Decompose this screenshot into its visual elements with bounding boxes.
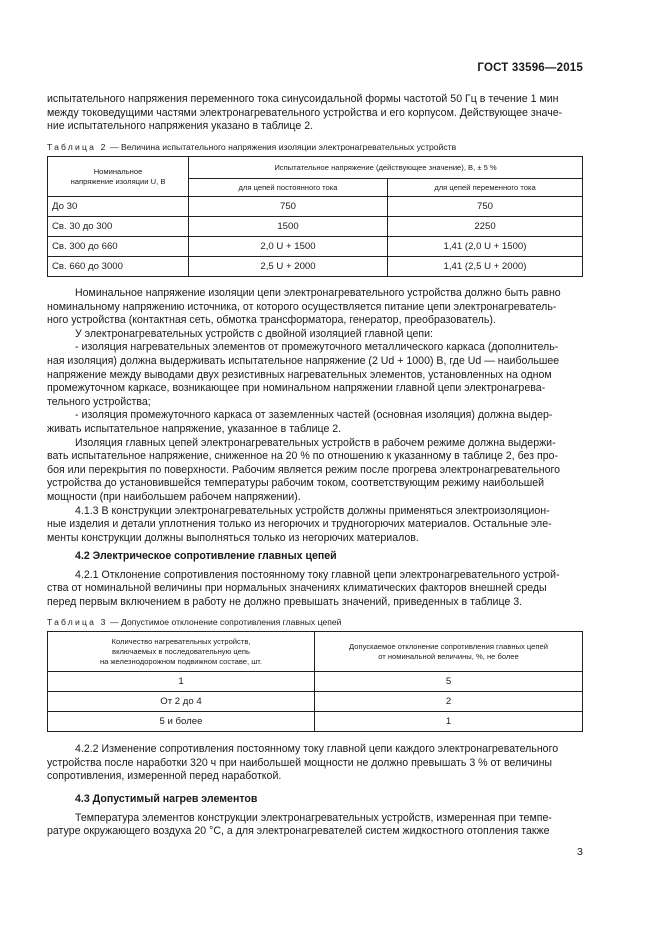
table-cell: 1 [48, 672, 315, 692]
text-line: номинальному напряжению источника, от которого осуществляется питание цепи электронагреватель- [47, 300, 557, 313]
table-cell: 1 [315, 712, 583, 732]
table2-caption-label: Таблица 2 [47, 142, 108, 152]
table-cell: 750 [189, 197, 388, 217]
text-line: перед первым включением в работу не должно превышать значений, приведенных в таблице 3. [47, 595, 523, 608]
text-line: между токоведущими частями электронагревательного устройства и его корпусом. Действующее значе- [47, 106, 563, 119]
header-line: напряжение изоляции U, В [70, 176, 166, 186]
table-cell: 2 [315, 692, 583, 712]
text-line: 4.2.2 Изменение сопротивления постоянному току главной цепи каждого электронагревательного [75, 743, 559, 755]
section-4-2 [47, 550, 583, 609]
table-cell: 5 [315, 672, 583, 692]
text-line: 4.2.1 Отклонение сопротивления постоянному току главной цепи электронагревательного устрой- [75, 568, 560, 581]
text-line: ства от номинальной величины при нормальных значениях климатических факторов внешней среды [47, 582, 547, 595]
header-line: Номинальное [93, 166, 143, 176]
table3-caption-label: Таблица 3 [47, 617, 108, 627]
text-line: ные изделия и детали уплотнения только из негорючих и трудногорючих материалов. Остальные эле- [47, 518, 552, 531]
table3 [47, 631, 583, 732]
table3-header-row [48, 632, 583, 672]
section-title: 4.2 Электрическое сопротивление главных цепей [75, 550, 337, 562]
page-number: 3 [577, 846, 583, 858]
body-text-2 [47, 743, 583, 784]
table-cell: 1,41 (2,5 U + 2000) [388, 257, 583, 277]
text-line: Номинальное напряжение изоляции цепи электронагревательного устройства должно быть равно [75, 287, 561, 299]
text-line: сопротивления, измеренной перед наработкой. [47, 770, 282, 783]
table-row [48, 692, 583, 712]
table-cell: 1,41 (2,0 U + 1500) [388, 237, 583, 257]
table3-caption [47, 617, 341, 627]
header-line: на железнодорожном подвижном составе, шт. [99, 656, 263, 666]
table-row [48, 237, 583, 257]
table2-col1-header [48, 157, 189, 197]
text-line: живать испытательное напряжение, указанное в таблице 2. [47, 422, 342, 435]
text-line: - изоляция нагревательных элементов от промежуточного металлического каркаса (дополнитель- [75, 341, 559, 354]
table-cell: Св. 30 до 300 [48, 217, 189, 237]
table-row [48, 217, 583, 237]
text-line: промежуточном каркасе, возникающее при номинальном напряжении главной цепи электронагрева- [47, 382, 546, 395]
text-line: устройства до установившейся температуры рабочим током, соответствующим режиму наибольшей [47, 477, 545, 490]
table-cell: 2250 [388, 217, 583, 237]
header-line: Количество нагревательных устройств, [111, 636, 251, 646]
text-line: ратуре окружающего воздуха 20 °С, а для электронагревателей систем жидкостного отопления также [47, 825, 550, 838]
table2-caption-text: — Величина испытательного напряжения изоляции электронагревательных устройств [107, 142, 457, 152]
text-line: - изоляция промежуточного каркаса от заземленных частей (основная изоляция) должна выдер- [75, 409, 553, 422]
text-line: Температура элементов конструкции электронагревательных устройств, измеренная при темпе- [75, 811, 552, 824]
header-line: Допускаемое отклонение сопротивления главных цепей [349, 641, 548, 651]
table-row [48, 197, 583, 217]
table2-col3-header: для цепей переменного тока [388, 179, 583, 197]
table3-col2-header [315, 632, 583, 672]
text-line: испытательного напряжения переменного тока синусоидальной формы частотой 50 Гц в течение 1 мин [47, 93, 559, 105]
table2-caption [47, 142, 456, 152]
text-line: вать испытательное напряжение, сниженное на 20 % по отношению к указанному в таблице 2, без про- [47, 450, 559, 463]
table-row [48, 672, 583, 692]
table-cell: 2,0 U + 1500 [189, 237, 388, 257]
table3-col1-header [48, 632, 315, 672]
table3-caption-text: — Допустимое отклонение сопротивления главных цепей [107, 617, 342, 627]
text-line: У электронагревательных устройств с двойной изоляцией главной цепи: [75, 327, 433, 340]
body-text-1 [47, 287, 583, 545]
section-4-3 [47, 793, 583, 839]
text-line: устройства после наработки 320 ч при наибольшей мощности не должно превышать 3 % от величины [47, 756, 553, 769]
text-line: Изоляция главных цепей электронагревательных устройств в рабочем режиме должна выдержи- [75, 436, 556, 449]
text-line: напряжение между выводами двух резистивных нагревательных элементов, установленных на одном [47, 368, 552, 381]
table-cell: 2,5 U + 2000 [189, 257, 388, 277]
table-row [48, 257, 583, 277]
section-title: 4.3 Допустимый нагрев элементов [75, 793, 258, 805]
table-cell: Св. 660 до 3000 [48, 257, 189, 277]
table-row [48, 712, 583, 732]
text-line: тельного устройства; [47, 395, 151, 408]
text-line: боя или перекрытия по поверхности. Рабочим является режим после прогрева электронагревательного [47, 463, 561, 476]
intro-paragraph [47, 93, 583, 134]
text-line: ного устройства (контактная сеть, обмотка трансформатора, генератор, преобразователь). [47, 314, 496, 327]
table-cell: Св. 300 до 660 [48, 237, 189, 257]
table-cell: 750 [388, 197, 583, 217]
table2-header-row [48, 157, 583, 179]
table2-col2-header: для цепей постоянного тока [189, 179, 388, 197]
table-cell: 1500 [189, 217, 388, 237]
table2 [47, 156, 583, 277]
table2-group-header: Испытательное напряжение (действующее значение), В, ± 5 % [189, 157, 583, 179]
standard-header: ГОСТ 33596—2015 [477, 62, 583, 74]
text-line: менты конструкции должны выполняться только из негорючих материалов. [47, 531, 419, 544]
text-line: ние испытательного напряжения указано в таблице 2. [47, 120, 314, 133]
table-cell: До 30 [48, 197, 189, 217]
table-cell: От 2 до 4 [48, 692, 315, 712]
header-line: включаемых в последовательную цепь [112, 646, 250, 656]
text-line: ная изоляция) должна выдерживать испытательное напряжение (2 Ud + 1000) В, где Ud — наибольшее [47, 354, 560, 367]
text-line: 4.1.3 В конструкции электронагревательных устройств должны применяться электроизоляцион- [75, 504, 550, 517]
table-cell: 5 и более [48, 712, 315, 732]
header-line: от номинальной величины, %, не более [378, 651, 519, 661]
text-line: мощности (при наибольшем рабочем напряжении). [47, 490, 301, 503]
